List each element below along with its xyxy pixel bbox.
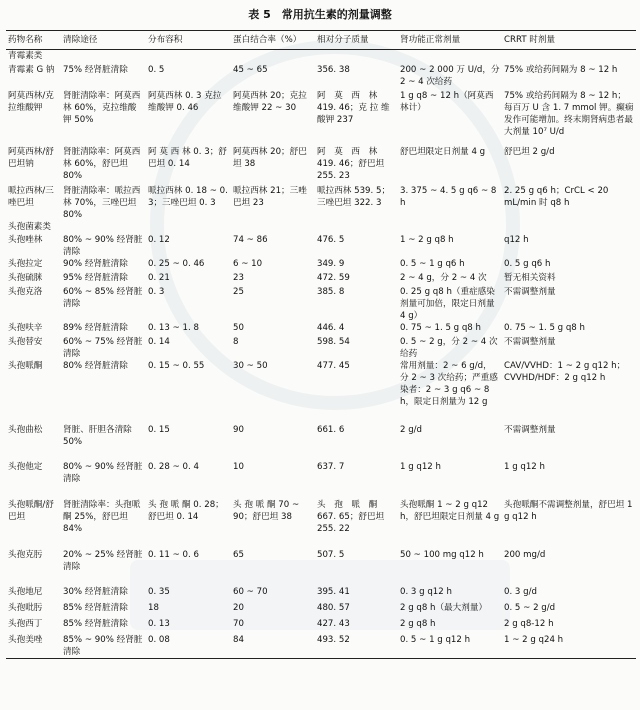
- cell-volume: 0. 13: [148, 618, 170, 629]
- cell-volume: 0. 3: [148, 286, 165, 297]
- table-row: [6, 64, 636, 90]
- cell-crrt-dose: 暂无相关资料: [504, 272, 556, 283]
- cell-volume: 0. 28 ~ 0. 4: [148, 461, 199, 472]
- cell-drug-name: 头孢地尼: [8, 586, 43, 597]
- section-row: [6, 221, 636, 234]
- cell-clearance: 肾脏、肝胆各清除 50%: [63, 424, 132, 447]
- cell-protein-binding: 70: [233, 618, 244, 629]
- cell-protein-binding: 65: [233, 549, 244, 560]
- cell-protein-binding: 20: [233, 602, 244, 613]
- cell-crrt-dose: 2 g q8-12 h: [504, 618, 554, 629]
- cell-clearance: 肾脏清除率：阿莫西林 60%，舒巴坦 80%: [63, 146, 141, 181]
- cell-molecular-weight: 阿 莫 西 林 419. 46；克 拉 维酸钾 237: [317, 90, 390, 125]
- table-title: 表 5 常用抗生素的剂量调整: [248, 8, 392, 21]
- cell-molecular-weight: 637. 7: [317, 461, 345, 472]
- cell-drug-name: 头孢唑林: [8, 234, 43, 245]
- header-crrt-dose: CRRT 时剂量: [502, 31, 636, 50]
- cell-molecular-weight: 356. 38: [317, 64, 350, 75]
- header-volume: 分布容积: [146, 31, 231, 50]
- cell-molecular-weight: 477. 45: [317, 360, 350, 371]
- cell-normal-dose: 1 g q12 h: [400, 461, 441, 472]
- cell-clearance: 肾脏清除率：头孢哌酮 25%，舒巴坦 84%: [63, 499, 141, 534]
- cell-clearance: 89% 经肾脏清除: [63, 322, 128, 333]
- cell-clearance: 90% 经肾脏清除: [63, 258, 128, 269]
- table-row: [6, 586, 636, 602]
- table-row: [6, 602, 636, 618]
- cell-crrt-dose: 75% 或给药间隔为 8 ~ 12 h；每百万 U 含 1. 7 mmol 钾。癫痫发作可能增加。终末期肾病患者最大剂量 10⁷ U/d: [504, 90, 634, 137]
- table-row: [6, 360, 636, 424]
- cell-protein-binding: 23: [233, 272, 244, 283]
- cell-molecular-weight: 385. 8: [317, 286, 345, 297]
- section-title: 青霉素类: [8, 51, 43, 61]
- cell-volume: 0. 12: [148, 234, 170, 245]
- cell-normal-dose: 2 g q8 h（最大剂量）: [400, 602, 488, 613]
- cell-normal-dose: 3. 375 ~ 4. 5 g q6 ~ 8 h: [400, 185, 497, 208]
- cell-normal-dose: 2 ~ 4 g，分 2 ~ 4 次: [400, 272, 487, 283]
- cell-normal-dose: 50 ~ 100 mg q12 h: [400, 549, 484, 560]
- cell-drug-name: 头孢西丁: [8, 618, 43, 629]
- header-row: [6, 31, 636, 50]
- table-row: [6, 618, 636, 634]
- cell-normal-dose: 0. 75 ~ 1. 5 g q8 h: [400, 322, 481, 333]
- cell-normal-dose: 0. 25 g q8 h（重症感染剂量可加倍，限定日剂量 4 g）: [400, 286, 495, 321]
- cell-normal-dose: 200 ~ 2 000 万 U/d，分 2 ~ 4 次给药: [400, 64, 500, 87]
- cell-clearance: 80% ~ 90% 经肾脏清除: [63, 234, 143, 257]
- table-row: [6, 322, 636, 336]
- cell-drug-name: 头孢克洛: [8, 286, 43, 297]
- cell-clearance: 85% ~ 90% 经肾脏清除: [61, 634, 146, 659]
- cell-normal-dose: 2 g/d: [400, 424, 423, 435]
- cell-molecular-weight: 476. 5: [317, 234, 345, 245]
- cell-normal-dose: 常用剂量：2 ~ 6 g/d，分 2 ~ 3 次给药；严重感染者：2 ~ 3 g q6 ~ 8 h，限定日剂量为 12 g: [400, 360, 498, 407]
- cell-crrt-dose: 头孢哌酮不需调整剂量，舒巴坦 1 g q12 h: [504, 499, 633, 522]
- cell-protein-binding: 60 ~ 70: [233, 586, 268, 597]
- cell-crrt-dose: 舒巴坦 2 g/d: [504, 146, 555, 157]
- cell-clearance: 60% ~ 85% 经肾脏清除: [63, 286, 143, 309]
- cell-volume: 0. 25 ~ 0. 46: [148, 258, 205, 269]
- cell-protein-binding: 25: [233, 286, 244, 297]
- cell-volume: 0. 08: [146, 634, 231, 659]
- table-row: [6, 286, 636, 322]
- cell-crrt-dose: 0. 3 g/d: [504, 586, 537, 597]
- cell-protein-binding: 45 ~ 65: [233, 64, 268, 75]
- cell-normal-dose: 0. 5 ~ 2 g，分 2 ~ 4 次给药: [400, 336, 498, 359]
- cell-molecular-weight: 480. 57: [317, 602, 350, 613]
- cell-drug-name: 头孢硫脒: [8, 272, 43, 283]
- cell-crrt-dose: 75% 或给药间隔为 8 ~ 12 h: [504, 64, 618, 75]
- cell-clearance: 30% 经肾脏清除: [63, 586, 128, 597]
- cell-drug-name: 头孢美唑: [6, 634, 61, 659]
- cell-drug-name: 头孢曲松: [8, 424, 43, 435]
- header-drug-name: 药物名称: [6, 31, 61, 50]
- cell-molecular-weight: 头 孢 哌 酮 667. 65；舒巴坦 255. 22: [317, 499, 385, 534]
- table-row: [6, 549, 636, 586]
- cell-normal-dose: 0. 5 ~ 1 g q12 h: [398, 634, 502, 659]
- cell-drug-name: 头孢他定: [8, 461, 43, 472]
- header-molecular-weight: 相对分子质量: [315, 31, 398, 50]
- table-row: [6, 146, 636, 185]
- dosage-table: [6, 30, 636, 659]
- cell-normal-dose: 1 ~ 2 g q8 h: [400, 234, 454, 245]
- cell-crrt-dose: 1 g q12 h: [504, 461, 545, 472]
- cell-protein-binding: 哌拉西林 21；三唑巴坦 23: [233, 185, 307, 208]
- cell-volume: 阿 莫 西 林 0. 3；舒巴坦 0. 14: [148, 146, 227, 169]
- cell-volume: 哌拉西林 0. 18 ~ 0. 3；三唑巴坦 0. 3: [148, 185, 228, 208]
- cell-crrt-dose: CAV/VVHD：1 ~ 2 g q12 h；CVVHD/HDF：2 g q12 h: [504, 360, 626, 383]
- cell-protein-binding: 8: [233, 336, 239, 347]
- cell-molecular-weight: 598. 54: [317, 336, 350, 347]
- table-row: [6, 90, 636, 146]
- cell-volume: 0. 15: [148, 424, 170, 435]
- cell-protein-binding: 6 ~ 10: [233, 258, 263, 269]
- cell-molecular-weight: 395. 41: [317, 586, 350, 597]
- table-row: [6, 185, 636, 221]
- cell-clearance: 80% ~ 90% 经肾脏清除: [63, 461, 143, 484]
- cell-molecular-weight: 349. 9: [317, 258, 345, 269]
- cell-drug-name: 青霉素 G 钠: [8, 64, 55, 75]
- cell-drug-name: 头孢哌酮: [8, 360, 43, 371]
- table-row: [6, 461, 636, 499]
- cell-drug-name: 哌拉西林/三唑巴坦: [8, 185, 54, 208]
- table-row: [6, 234, 636, 258]
- cell-protein-binding: 阿莫西林 20；克拉维酸钾 22 ~ 30: [233, 90, 307, 113]
- table-row: [6, 424, 636, 461]
- cell-normal-dose: 0. 5 ~ 1 g q6 h: [400, 258, 465, 269]
- cell-volume: 0. 13 ~ 1. 8: [148, 322, 199, 333]
- cell-drug-name: 头孢替安: [8, 336, 43, 347]
- cell-crrt-dose: 0. 75 ~ 1. 5 g q8 h: [504, 322, 585, 333]
- cell-protein-binding: 74 ~ 86: [233, 234, 268, 245]
- cell-volume: 头 孢 哌 酮 0. 28；舒巴坦 0. 14: [148, 499, 224, 522]
- cell-crrt-dose: 不需调整剂量: [504, 286, 556, 297]
- table-row: [6, 272, 636, 286]
- cell-molecular-weight: 427. 43: [317, 618, 350, 629]
- header-clearance: 清除途径: [61, 31, 146, 50]
- cell-crrt-dose: q12 h: [504, 234, 529, 245]
- section-row: [6, 50, 636, 64]
- cell-molecular-weight: 493. 52: [315, 634, 398, 659]
- cell-protein-binding: 84: [231, 634, 315, 659]
- cell-volume: 18: [148, 602, 159, 613]
- cell-normal-dose: 2 g q8 h: [400, 618, 436, 629]
- cell-clearance: 95% 经肾脏清除: [63, 272, 128, 283]
- cell-clearance: 75% 经肾脏清除: [63, 64, 128, 75]
- cell-crrt-dose: 1 ~ 2 g q24 h: [502, 634, 636, 659]
- cell-drug-name: 阿莫西林/舒巴坦钠: [8, 146, 54, 169]
- cell-clearance: 肾脏清除率：阿莫西林 60%，克拉维酸钾 50%: [63, 90, 141, 125]
- table-row: [6, 499, 636, 549]
- cell-normal-dose: 1 g q8 ~ 12 h（阿莫西林计）: [400, 90, 494, 113]
- cell-crrt-dose: 不需调整剂量: [504, 336, 556, 347]
- cell-drug-name: 阿莫西林/克拉维酸钾: [8, 90, 54, 113]
- cell-clearance: 肾脏清除率：哌拉西林 70%，三唑巴坦 80%: [63, 185, 141, 220]
- cell-protein-binding: 阿莫西林 20；舒巴坦 38: [233, 146, 307, 169]
- cell-protein-binding: 30 ~ 50: [233, 360, 268, 371]
- cell-protein-binding: 50: [233, 322, 244, 333]
- cell-crrt-dose: 0. 5 g q6 h: [504, 258, 551, 269]
- cell-clearance: 85% 经肾脏清除: [63, 618, 128, 629]
- cell-drug-name: 头孢克肟: [8, 549, 43, 560]
- cell-normal-dose: 舒巴坦限定日剂量 4 g: [400, 146, 486, 157]
- cell-normal-dose: 0. 3 g q12 h: [400, 586, 452, 597]
- cell-volume: 0. 14: [148, 336, 170, 347]
- cell-drug-name: 头孢哌酮/舒巴坦: [8, 499, 54, 522]
- cell-crrt-dose: 0. 5 ~ 2 g/d: [504, 602, 556, 613]
- header-normal-dose: 肾功能正常剂量: [398, 31, 502, 50]
- table-row: [6, 336, 636, 360]
- cell-molecular-weight: 哌拉西林 539. 5；三唑巴坦 322. 3: [317, 185, 391, 208]
- cell-volume: 0. 21: [148, 272, 170, 283]
- table-row: [6, 634, 636, 659]
- cell-crrt-dose: 不需调整剂量: [504, 424, 556, 435]
- cell-volume: 0. 15 ~ 0. 55: [148, 360, 205, 371]
- cell-protein-binding: 90: [233, 424, 244, 435]
- cell-clearance: 85% 经肾脏清除: [63, 602, 128, 613]
- cell-protein-binding: 10: [233, 461, 244, 472]
- cell-protein-binding: 头 孢 哌 酮 70 ~ 90；舒巴坦 38: [233, 499, 300, 522]
- cell-clearance: 20% ~ 25% 经肾脏清除: [63, 549, 143, 572]
- table-row: [6, 258, 636, 272]
- cell-normal-dose: 头孢哌酮 1 ~ 2 g q12 h，舒巴坦限定日剂量 4 g: [400, 499, 500, 522]
- cell-clearance: 60% ~ 75% 经肾脏清除: [63, 336, 143, 359]
- cell-volume: 0. 11 ~ 0. 6: [148, 549, 199, 560]
- cell-crrt-dose: 2. 25 g q6 h；CrCL < 20 mL/min 时 q8 h: [504, 185, 609, 208]
- cell-clearance: 80% 经肾脏清除: [63, 360, 128, 371]
- cell-molecular-weight: 661. 6: [317, 424, 345, 435]
- cell-volume: 0. 5: [148, 64, 165, 75]
- header-protein-binding: 蛋白结合率（%）: [231, 31, 315, 50]
- cell-drug-name: 头孢吡肟: [8, 602, 43, 613]
- cell-volume: 0. 35: [148, 586, 170, 597]
- cell-drug-name: 头孢呋辛: [8, 322, 43, 333]
- cell-drug-name: 头孢拉定: [8, 258, 43, 269]
- cell-molecular-weight: 446. 4: [317, 322, 345, 333]
- cell-molecular-weight: 507. 5: [317, 549, 345, 560]
- cell-crrt-dose: 200 mg/d: [504, 549, 546, 560]
- cell-volume: 阿莫西林 0. 3 克拉维酸钾 0. 46: [148, 90, 222, 113]
- cell-molecular-weight: 472. 59: [317, 272, 350, 283]
- section-title: 头孢菌素类: [8, 221, 51, 232]
- cell-molecular-weight: 阿 莫 西 林 419. 46；舒巴坦 255. 23: [317, 146, 385, 181]
